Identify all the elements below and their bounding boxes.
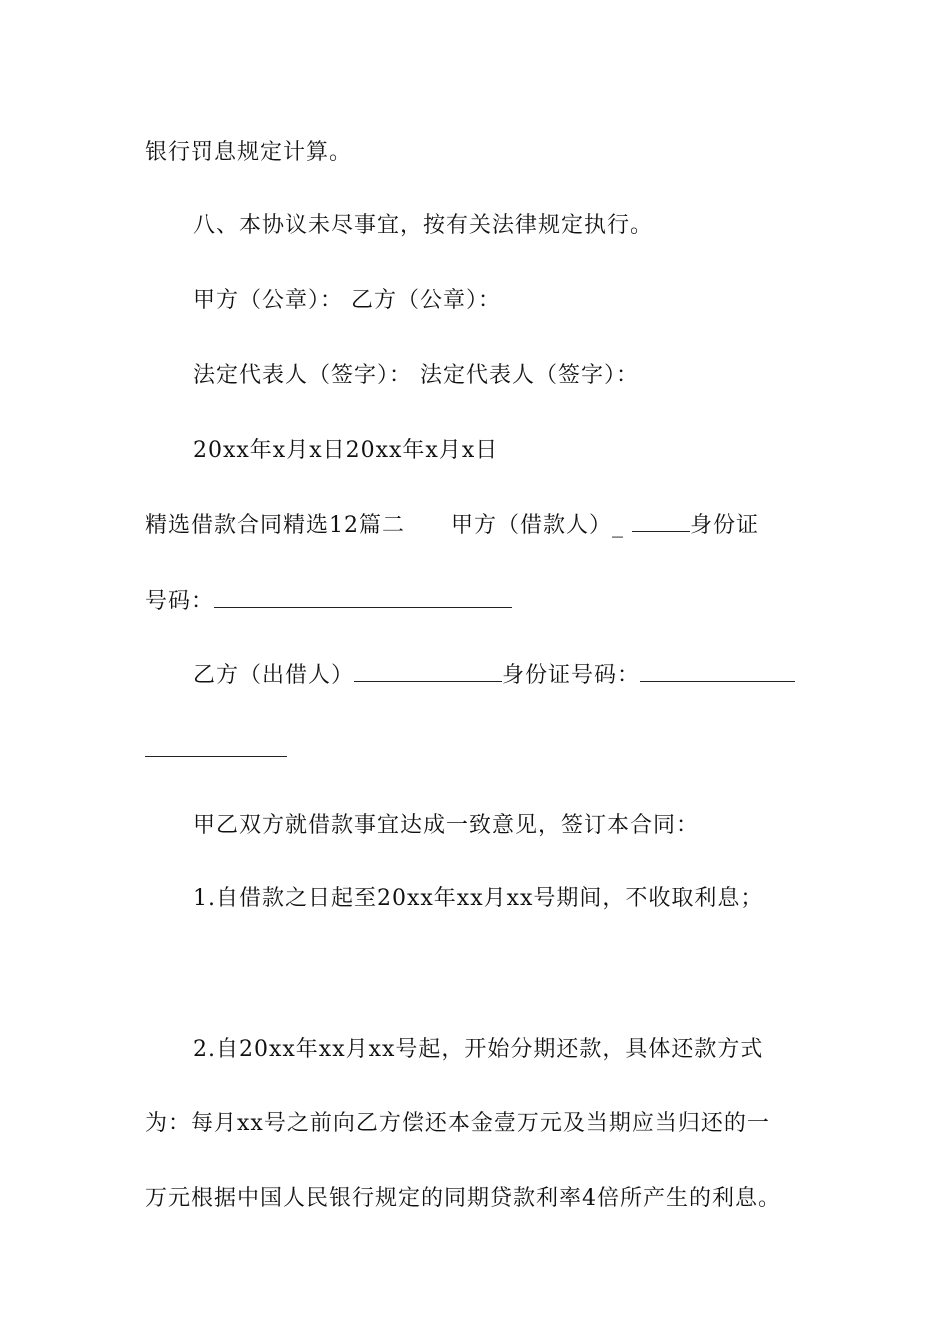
party-b-label: 乙方（出借人） — [193, 663, 355, 688]
representative-signature-line: 法定代表人（签字）： 法定代表人（签字）： — [193, 363, 639, 388]
agreement-intro: 甲乙双方就借款事宜达成一致意见，签订本合同： — [193, 813, 700, 838]
text-line-penalty: 银行罚息规定计算。 — [145, 140, 353, 165]
party-b-id-blank — [640, 661, 795, 682]
party-a-label: 甲方（借款人）_ — [451, 513, 632, 538]
party-b-name-blank — [354, 661, 502, 682]
party-a-name-blank — [632, 511, 690, 532]
seal-line: 甲方（公章）： 乙方（公章）： — [193, 288, 501, 313]
contract-heading: 精选借款合同精选12篇二 — [145, 513, 405, 538]
clause-two: 2.自20xx年xx月xx号起，开始分期还款，具体还款方式 — [193, 1037, 764, 1062]
party-a-id-line — [145, 587, 512, 617]
party-b-line — [193, 661, 795, 691]
party-b-id-label: 身份证号码： — [502, 663, 641, 688]
contract-heading-line — [145, 511, 759, 541]
id-number-label: 号码： — [145, 589, 215, 614]
date-line: 20xx年x月x日20xx年x月x日 — [193, 438, 499, 463]
party-b-id-continuation — [145, 736, 287, 766]
clause-two-interest: 万元根据中国人民银行规定的同期贷款利率4倍所产生的利息。 — [145, 1186, 781, 1211]
clause-one: 1.自借款之日起至20xx年xx月xx号期间，不收取利息； — [193, 886, 764, 911]
party-a-id-blank — [214, 587, 512, 608]
clause-eight: 八、本协议未尽事宜，按有关法律规定执行。 — [193, 213, 654, 238]
party-a-id-label: 身份证 — [690, 513, 760, 538]
clause-two-continued: 为：每月xx号之前向乙方偿还本金壹万元及当期应当归还的一 — [145, 1111, 770, 1136]
party-b-id-blank-continued — [145, 736, 287, 757]
